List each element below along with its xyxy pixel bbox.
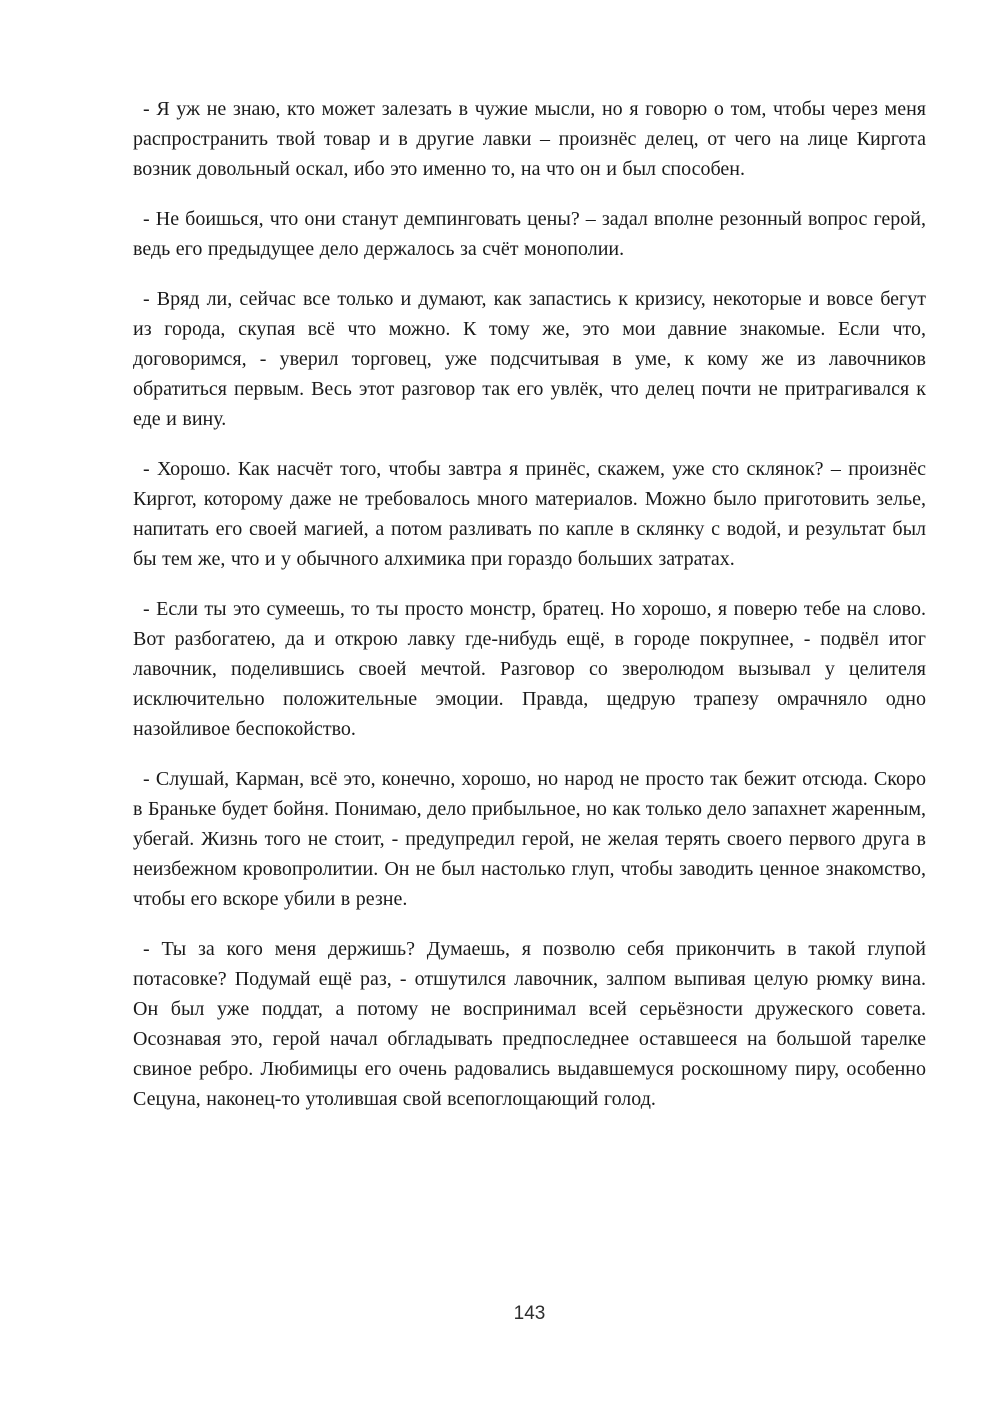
- paragraph-2: - Не боишься, что они станут демпинговать цены? – задал вполне резонный вопрос герой, ведь его предыдущее дело держалось за счёт монополии.: [133, 208, 926, 260]
- page-number: 143: [513, 1303, 546, 1324]
- paragraph-6: - Слушай, Карман, всё это, конечно, хорошо, но народ не просто так бежит отсюда. Скоро в Браньке будет бойня. Понимаю, дело прибыльное, но как только дело запахнет жаренным, убегай. Жизнь того не стоит, - предупредил герой, не желая терять своего первого друга в неизбежном кровопролитии. Он не был настолько глуп, чтобы заводить ценное знакомство, чтобы его вскоре убили в резне.: [133, 768, 926, 910]
- paragraph-5: - Если ты это сумеешь, то ты просто монстр, братец. Но хорошо, я поверю тебе на слово. Вот разбогатею, да и открою лавку где-нибудь ещё, в городе покрупнее, - подвёл итог лавочник, поделившись своей мечтой. Разговор со зверолюдом вызывал у целителя исключительно положительные эмоции. Правда, щедрую трапезу омрачняло одно назойливое беспокойство.: [133, 598, 926, 740]
- paragraph-7: - Ты за кого меня держишь? Думаешь, я позволю себя прикончить в такой глупой потасовке? Подумай ещё раз, - отшутился лавочник, залпом выпивая целую рюмку вина. Он был уже поддат, а потому не воспринимал всей серьёзности дружеского совета. Осознавая это, герой начал обгладывать предпоследнее оставшееся на большой тарелке свиное ребро. Любимицы его очень радовались выдавшемуся роскошному пиру, особенно Сецуна, наконец-то утолившая свой всепоглощающий голод.: [133, 938, 926, 1110]
- paragraph-4: - Хорошо. Как насчёт того, чтобы завтра я принёс, скажем, уже сто склянок? – произнёс Киргот, которому даже не требовалось много материалов. Можно было приготовить зелье, напитать его своей магией, а потом разливать по капле в склянку с водой, и результат был бы тем же, что и у обычного алхимика при гораздо больших затратах.: [133, 458, 926, 570]
- paragraph-1: - Я уж не знаю, кто может залезать в чужие мысли, но я говорю о том, чтобы через меня распространить твой товар и в другие лавки – произнёс делец, от чего на лице Киргота возник довольный оскал, ибо это именно то, на что он и был способен.: [133, 98, 926, 180]
- page-text: [133, 94, 926, 1134]
- paragraph-3: - Вряд ли, сейчас все только и думают, как запастись к кризису, некоторые и вовсе бегут из города, скупая всё что можно. К тому же, это мои давние знакомые. Если что, договоримся, - уверил торговец, уже подсчитывая в уме, к кому же из лавочников обратиться первым. Весь этот разговор так его увлёк, что делец почти не притрагивался к еде и вину.: [133, 288, 926, 430]
